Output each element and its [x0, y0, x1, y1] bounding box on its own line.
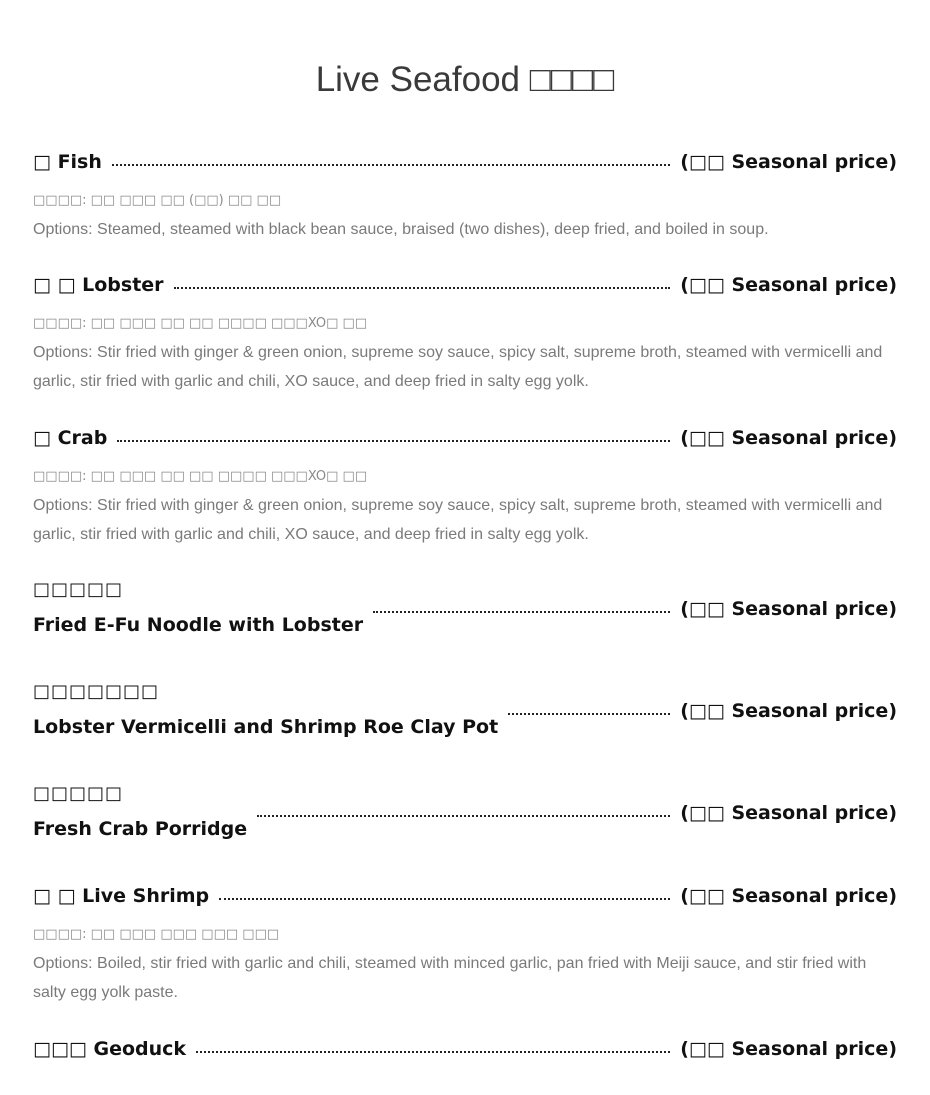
item-name: Lobster Vermicelli and Shrimp Roe Clay Pot [33, 716, 499, 738]
menu-item-crab [33, 425, 897, 549]
item-name: Fried E-Fu Noodle with Lobster [33, 614, 364, 636]
item-header [33, 680, 897, 740]
options-chinese: □□□□: □□ □□□ □□ □□ □□□□ □□□XO□ □□ [33, 316, 368, 331]
item-name: □□□ Geoduck [33, 1038, 187, 1060]
item-price: (□□ Seasonal price) [680, 151, 897, 173]
item-price: (□□ Seasonal price) [680, 427, 897, 449]
menu-item-geoduck [33, 1036, 897, 1062]
item-name-stack [33, 578, 363, 638]
dotted-leader [373, 610, 670, 613]
dotted-leader [112, 163, 670, 166]
options-chinese: □□□□: □□ □□□ □□□ □□□ □□□ [33, 927, 280, 942]
item-name-chinese: □□□□□ [33, 783, 124, 804]
item-price: (□□ Seasonal price) [680, 1038, 897, 1060]
item-header [33, 782, 897, 842]
item-price: (□□ Seasonal price) [680, 885, 897, 907]
options-english: Options: Boiled, stir fried with garlic and chili, steamed with minced garlic, pan fried with Meiji sauce, and stir fried with salty egg yolk paste. [33, 955, 867, 1001]
options-chinese: □□□□: □□ □□□ □□ (□□) □□ □□ [33, 193, 282, 208]
item-name: □ Fish [33, 151, 102, 173]
dotted-leader [508, 712, 670, 715]
dotted-leader [196, 1050, 670, 1053]
item-header [33, 149, 897, 175]
item-price: (□□ Seasonal price) [680, 598, 897, 620]
item-price: (□□ Seasonal price) [680, 274, 897, 296]
item-header [33, 272, 897, 298]
item-name-stack [33, 782, 247, 842]
menu-item-crab-porridge [33, 782, 897, 842]
menu-item-live-shrimp [33, 883, 897, 1007]
dotted-leader [257, 814, 670, 817]
menu-item-lobster-vermicelli [33, 680, 897, 740]
options-chinese: □□□□: □□ □□□ □□ □□ □□□□ □□□XO□ □□ [33, 469, 368, 484]
options-english: Options: Steamed, steamed with black bean sauce, braised (two dishes), deep fried, and boiled in soup. [33, 221, 769, 238]
item-price: (□□ Seasonal price) [680, 700, 897, 722]
menu-item-lobster [33, 272, 897, 396]
options-english: Options: Stir fried with ginger & green onion, supreme soy sauce, spicy salt, supreme broth, steamed with vermicelli and garlic, stir fried with garlic and chili, XO sauce, and deep fried in salty egg yolk. [33, 497, 883, 543]
item-name-stack [33, 680, 498, 740]
item-header [33, 578, 897, 638]
menu-item-efu-noodle [33, 578, 897, 638]
item-name: □ □ Live Shrimp [33, 885, 210, 907]
item-header [33, 425, 897, 451]
item-header [33, 883, 897, 909]
dotted-leader [219, 897, 670, 900]
dotted-leader [174, 286, 671, 289]
options-english: Options: Stir fried with ginger & green onion, supreme soy sauce, spicy salt, supreme broth, steamed with vermicelli and garlic, stir fried with garlic and chili, XO sauce, and deep fried in salty egg yolk. [33, 344, 883, 390]
item-name: □ Crab [33, 427, 108, 449]
item-name-chinese: □□□□□ [33, 579, 124, 600]
page-title: Live Seafood □□□□ [315, 60, 615, 99]
item-price: (□□ Seasonal price) [680, 802, 897, 824]
item-name: □ □ Lobster [33, 274, 164, 296]
item-name: Fresh Crab Porridge [33, 818, 248, 840]
dotted-leader [117, 439, 670, 442]
menu-item-fish [33, 149, 897, 244]
item-name-chinese: □□□□□□□ [33, 681, 160, 702]
item-header [33, 1036, 897, 1062]
